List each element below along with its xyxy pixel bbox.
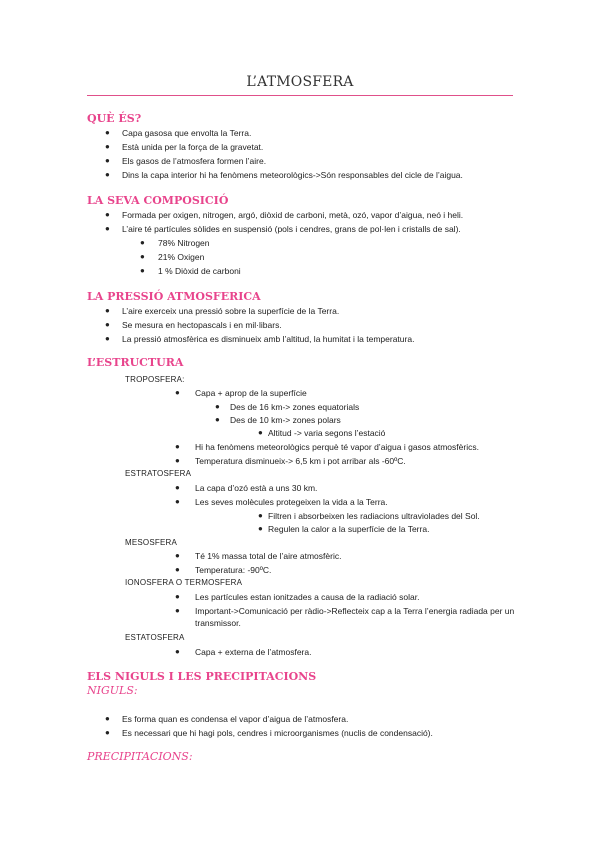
layer-label-ionosfera: IONOSFERA O TERMOSFERA (125, 578, 243, 587)
list-item: Capa gasosa que envolta la Terra. (122, 128, 252, 138)
heading-composicio: LA SEVA COMPOSICIÓ (87, 194, 229, 207)
list-item: Els gasos de l’atmosfera formen l’aire. (122, 156, 267, 166)
bullet-icon: ● (105, 334, 110, 343)
bullet-icon: ● (175, 606, 180, 615)
layer-label-troposfera: TROPOSFERA: (125, 375, 185, 384)
bullet-icon: ● (175, 483, 180, 492)
bullet-icon: ● (105, 306, 110, 315)
heading-pressio: LA PRESSIÓ ATMOSFERICA (87, 290, 261, 303)
bullet-icon: ● (140, 266, 145, 275)
bullet-icon: ● (105, 170, 110, 179)
layer-label-exosfera: ESTATOSFERA (125, 633, 185, 642)
document-title: L’ATMOSFERA (246, 74, 354, 90)
list-item: La capa d’ozó està a uns 30 km. (195, 483, 318, 493)
heading-niguls-precipitacions: ELS NIGULS I LES PRECIPITACIONS (87, 670, 317, 683)
bullet-icon: ● (105, 714, 110, 723)
list-item: Està unida per la força de la gravetat. (122, 142, 264, 152)
list-item: Les partícules estan ionitzades a causa de la radiació solar. (195, 592, 420, 602)
bullet-icon: ● (175, 388, 180, 397)
bullet-icon: ● (105, 210, 110, 219)
list-item: L’aire té partícules sòlides en suspensió (pols i cendres, grans de pol·len i cristalls de sal). (122, 224, 461, 234)
bullet-icon: ● (215, 415, 220, 424)
list-item: Se mesura en hectopascals i en mil·libars. (122, 320, 282, 330)
title-underline (87, 95, 513, 96)
layer-label-estratosfera: ESTRATOSFERA (125, 469, 192, 478)
bullet-icon: ● (175, 497, 180, 506)
list-item: Dins la capa interior hi ha fenòmens meteorològics->Són responsables del cicle de l’aigua. (122, 170, 463, 180)
list-subitem: Filtren i absorbeixen les radiacions ultraviolades del Sol. (268, 511, 480, 521)
list-item: Hi ha fenòmens meteorològics perquè té vapor d’aigua i gasos atmosfèrics. (195, 442, 479, 452)
list-subitem: Des de 10 km-> zones polars (230, 415, 341, 425)
bullet-icon: ● (105, 142, 110, 151)
list-item: Important->Comunicació per ràdio->Reflecteix cap a la Terra l’energia radiada per un transmissor. (195, 606, 515, 628)
bullet-icon: ● (105, 320, 110, 329)
subheading-niguls: NIGULS: (87, 684, 138, 697)
bullet-icon: ● (258, 428, 263, 437)
list-item: La pressió atmosfèrica es disminueix amb l’altitud, la humitat i la temperatura. (122, 334, 415, 344)
bullet-icon: ● (105, 128, 110, 137)
layer-label-mesosfera: MESOSFERA (125, 538, 178, 547)
bullet-icon: ● (258, 524, 263, 533)
list-subitem: Altitud -> varia segons l’estació (268, 428, 386, 438)
bullet-icon: ● (105, 728, 110, 737)
subheading-precipitacions: PRECIPITACIONS: (87, 750, 193, 763)
bullet-icon: ● (175, 442, 180, 451)
list-item: Temperatura disminueix-> 6,5 km i pot arribar als -60ºC. (195, 456, 406, 466)
bullet-icon: ● (175, 456, 180, 465)
bullet-icon: ● (258, 511, 263, 520)
bullet-icon: ● (175, 551, 180, 560)
list-item: Formada per oxigen, nitrogen, argó, diòxid de carboni, metà, ozó, vapor d’aigua, neó i heli. (122, 210, 464, 220)
list-item: L’aire exerceix una pressió sobre la superfície de la Terra. (122, 306, 340, 316)
bullet-icon: ● (140, 238, 145, 247)
list-subitem: Des de 16 km-> zones equatorials (230, 402, 360, 412)
list-subitem: 1 % Diòxid de carboni (158, 266, 241, 276)
bullet-icon: ● (105, 224, 110, 233)
list-item: Les seves molècules protegeixen la vida a la Terra. (195, 497, 388, 507)
list-item: Capa + externa de l’atmosfera. (195, 647, 312, 657)
bullet-icon: ● (175, 592, 180, 601)
list-subitem: 78% Nitrogen (158, 238, 210, 248)
bullet-icon: ● (215, 402, 220, 411)
heading-que-es: QUÈ ÉS? (87, 112, 142, 125)
list-item: Es necessari que hi hagi pols, cendres i microorganismes (nuclis de condensació). (122, 728, 433, 738)
bullet-icon: ● (105, 156, 110, 165)
bullet-icon: ● (140, 252, 145, 261)
bullet-icon: ● (175, 647, 180, 656)
list-subitem: 21% Oxigen (158, 252, 205, 262)
list-item: Temperatura: -90ºC. (195, 565, 272, 575)
list-item: Capa + aprop de la superfície (195, 388, 307, 398)
heading-estructura: L’ESTRUCTURA (87, 356, 184, 369)
bullet-icon: ● (175, 565, 180, 574)
list-item: Té 1% massa total de l’aire atmosfèric. (195, 551, 342, 561)
list-item: Es forma quan es condensa el vapor d’aigua de l’atmosfera. (122, 714, 349, 724)
list-subitem: Regulen la calor a la superfície de la Terra. (268, 524, 430, 534)
